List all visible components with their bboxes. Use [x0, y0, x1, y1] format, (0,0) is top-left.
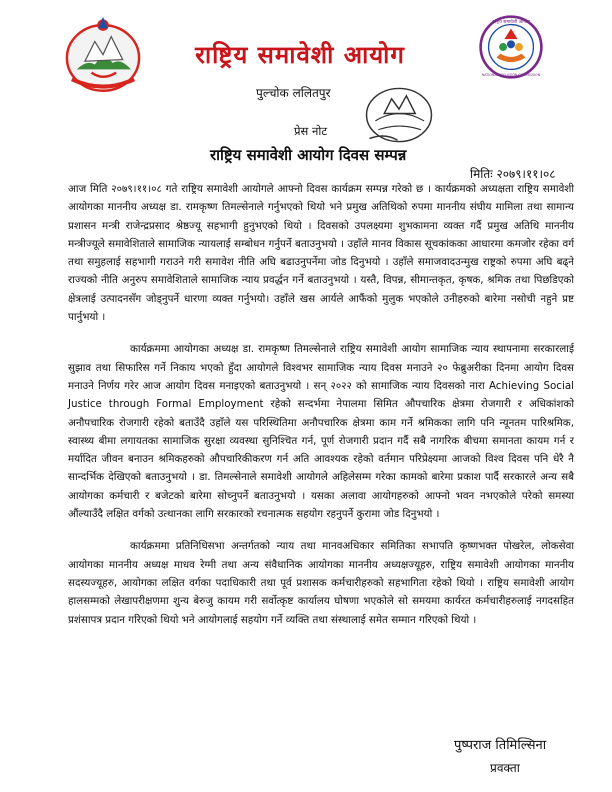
signatory-name: पुष्पराज तिमिल्सिना: [454, 738, 547, 753]
press-release-body: [68, 180, 574, 643]
document-type: प्रेस नोट: [294, 124, 328, 138]
nepal-emblem-icon: [62, 12, 144, 94]
logo-bottom-text: NATIONAL INCLUSION COMMISSION: [481, 73, 541, 78]
commission-logo-icon: [478, 14, 544, 80]
paragraph: कार्यक्रममा आयोगका अध्यक्ष डा. रामकृष्ण तिमल्सेनाले राष्ट्रिय समावेशी आयोग सामाजिक न्याय स्थापनामा सरकारलाई सुझाव तथा सिफारिस गर्ने निकाय भएको हुँदा आयोगले विश्वभर सामाजिक न्याय दिवस मनाउने २० फेब्रुअरीका दिनमा आयोग दिवस मनाउने निर्णय गरेर आज आयोग दिवस मनाइएको बताउनुभयो । सन् २०२२ को सामाजिक न्याय दिवसको नारा Achieving Social Justice through Formal Employment रहेको सन्दर्भमा नेपालमा सिमित औपचारिक क्षेत्रमा रोजगारी र अधिकांशको अनौपचारिक रोजगारी रहेको बताउँदै उहाँले यस परिस्थितिमा अनौपचारिक क्षेत्रमा काम गर्ने श्रमिकका लागि पनि न्यूनतम पारिश्रमिक, स्वास्थ्य बीमा लगायतका सामाजिक सुरक्षा व्यवस्था सुनिश्चित गर्न, पूर्ण रोजगारी प्रदान गर्दै सबै नागरिक बीचमा समानता कायम गर्न र मर्यादित जीवन बनाउन श्रमिकहरुको औपचारिकीकरण गर्न अति आवश्यक रहेको वर्तमान परिप्रेक्ष्यमा आजको विश्व दिवस पनि धेरै नै सान्दर्भिक देखिएको बताउनुभयो । डा. तिमल्सेनाले समावेशी आयोगले अहिलेसम्म गरेका कामको बारेमा प्रकाश पार्दै सरकारले अन्य सबै आयोगका कर्मचारी र बजेटको बारेमा सोच्नुपर्ने बताउनुभयो । यसका अलावा आयोगहरुको आफ्नो भवन नभएकोले परेको समस्या औंल्याउँदै लक्षित वर्गको उत्थानका लागि सरकारको रचनात्मक सहयोग रहनुपर्ने कुरामा जोड दिनुभयो ।: [68, 343, 574, 521]
official-stamp-icon: [362, 84, 436, 146]
paragraph: आज मिति २०७९।११।०८ गते राष्ट्रिय समावेशी आयोगले आफ्नो दिवस कार्यक्रम सम्पन्न गरेको छ । कार्यक्रमको अध्यक्षता राष्ट्रिय समावेशी आयोगका माननीय अध्यक्ष डा. रामकृष्ण तिमल्सेनाले गर्नुभएको थियो भने प्रमुख अतिथिको रुपमा माननीय संघीय मामिला तथा सामान्य प्रशासन मन्त्री राजेन्द्रप्रसाद श्रेष्ठज्यू सहभागी हुनुभएको थियो । दिवसको उपलक्ष्यमा शुभकामना व्यक्त गर्दै प्रमुख अतिथि माननीय मन्त्रीज्यूले समावेशिताले सामाजिक न्यायलाई सम्बोधन गर्नुपर्ने बताउनुभयो । उहाँले मानव विकास सूचकांकका आधारमा कमजोर रहेका वर्ग तथा समुहलाई सहभागी गराउने गरी समावेश नीति अघि बढाउनुपर्नेमा जोड दिनुभयो । उहाँले समाजवादउन्मुख राष्ट्रको रुपमा अघि बढ्ने राज्यको नीति अनुरुप समावेशिताले सामाजिक न्याय प्रवर्द्धन गर्ने बताउनुभयो । यस्तै, विपन्न, सीमान्तकृत, कृषक, श्रमिक तथा पिछडिएको क्षेत्रलाई उत्पादनसँग जोड्नुपर्ने धारणा व्यक्त गर्नुभयो। उहाँले खस आर्यले आफैंको मुलुक भएकोले उनीहरुको बारेमा नसोची नहुने प्रष्ट पार्नुभयो ।: [68, 183, 574, 324]
paragraph: कार्यक्रममा प्रतिनिधिसभा अन्तर्गतको न्याय तथा मानवअधिकार समितिका सभापति कृष्णभक्त पोखरेल, लोकसेवा आयोगका माननीय अध्यक्ष माधव रेग्मी तथा अन्य संवैधानिक आयोगका माननीय अध्यक्षज्यूहरु, राष्ट्रिय समावेशी आयोगका माननीय सदस्यज्यूहरु, आयोगका लक्षित वर्गका पदाधिकारी तथा पूर्व प्रशासक कर्मचारीहरुको सहभागिता रहेको थियो । राष्ट्रिय समावेशी आयोग हालसम्मको लेखापरीक्षणमा शुन्य बेरुजु कायम गरी सर्वोत्कृष्ट कार्यालय घोषणा भएकोले सो समयमा कार्यरत कर्मचारीहरुलाई नगदसहित प्रशंसापत्र प्रदान गरिएको थियो भने आयोगलाई सहयोग गर्ने व्यक्ति तथा संस्थालाई समेत सम्मान गरिएको थियो ।: [68, 540, 574, 626]
document-title: राष्ट्रिय समावेशी आयोग दिवस सम्पन्न: [210, 146, 407, 164]
document-date: मितिः २०७९।११।०८: [470, 167, 556, 181]
organization-address: पुल्चोक ललितपुर: [256, 86, 331, 100]
logo-top-text: राष्ट्रिय समावेशी आयोग: [492, 20, 530, 26]
organization-name: राष्ट्रिय समावेशी आयोग: [195, 41, 405, 69]
signatory-role: प्रवक्ता: [490, 761, 520, 775]
